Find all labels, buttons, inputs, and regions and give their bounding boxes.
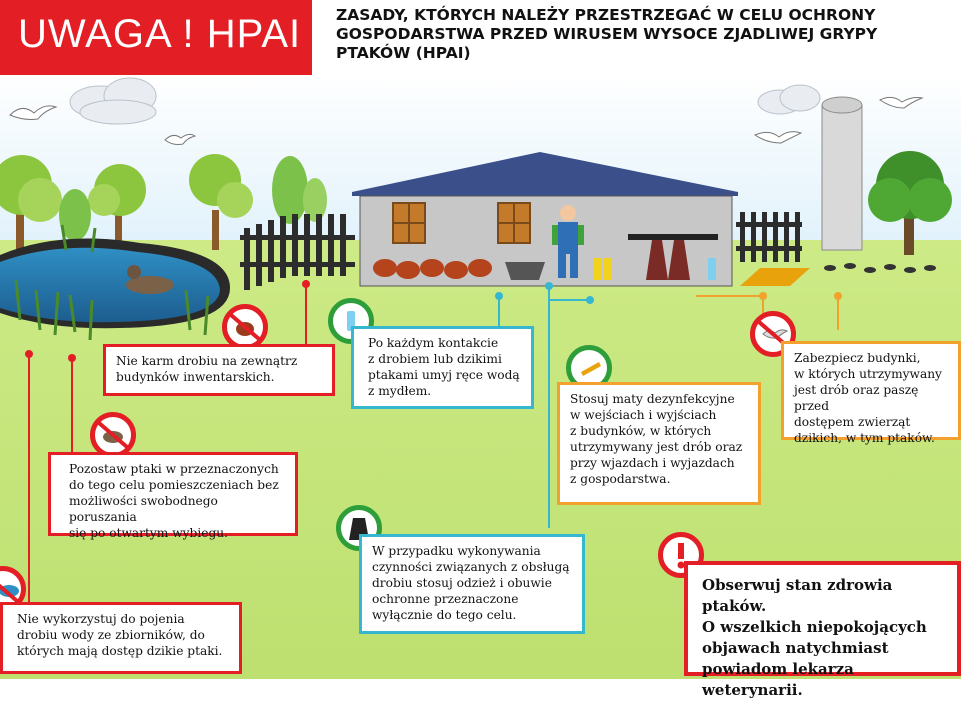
rule-secure-buildings	[781, 341, 961, 445]
rule-wash-hands	[351, 326, 534, 409]
rule-protective-clothing	[359, 534, 585, 634]
page-title: ZASADY, KTÓRYCH NALEŻY PRZESTRZEGAĆ W CELU OCHRONY GOSPODARSTWA PRZED WIRUSEM WYSOCE ZJADLIWEJ GRYPY PTAKÓW (HPAI)	[336, 6, 878, 62]
disinfectant-bottle-icon	[708, 258, 716, 280]
rule-keep-inside	[48, 452, 298, 540]
rule-text: Pozostaw ptaki w przeznaczonych do tego celu pomieszczeniach bez możliwości swobodnego poruszania się po otwartym wybiegu.	[69, 462, 279, 540]
banner-title: UWAGA ! HPAI	[18, 12, 302, 56]
rule-text: Nie karm drobiu na zewnątrz budynków inwentarskich.	[116, 354, 298, 384]
rule-observe-health	[684, 561, 961, 699]
rule-text: Zabezpiecz budynki, w których utrzymywany jest drób oraz paszę przed dostępem zwierząt dzikich, w tym ptaków.	[794, 351, 942, 445]
silo-icon	[822, 97, 862, 250]
rule-text: W przypadku wykonywania czynności związanych z obsługą drobiu stosuj odzież i obuwie ochronne przeznaczone wyłącznie do tego celu.	[372, 544, 570, 622]
rule-text: Nie wykorzystuj do pojenia drobiu wody ze zbiorników, do których mają dostęp dzikie ptaki.	[17, 612, 223, 658]
rule-disinfection-mats	[557, 382, 761, 505]
rule-no-reservoir-water	[0, 602, 242, 674]
feeder-icon	[505, 262, 545, 280]
rule-feed-indoors	[103, 344, 335, 396]
rule-text: Stosuj maty dezynfekcyjne w wejściach i wyjściach z budynków, w których utrzymywany jest drób oraz przy wjazdach i wyjazdach z gospodarstwa.	[570, 392, 743, 486]
rule-text: Obserwuj stan zdrowia ptaków. O wszelkich niepokojących objawach natychmiast powiadom lekarza weterynarii.	[702, 576, 927, 699]
warning-banner	[0, 0, 312, 75]
rule-text: Po każdym kontakcie z drobiem lub dzikimi ptakami umyj ręce wodą z mydłem.	[368, 336, 520, 398]
